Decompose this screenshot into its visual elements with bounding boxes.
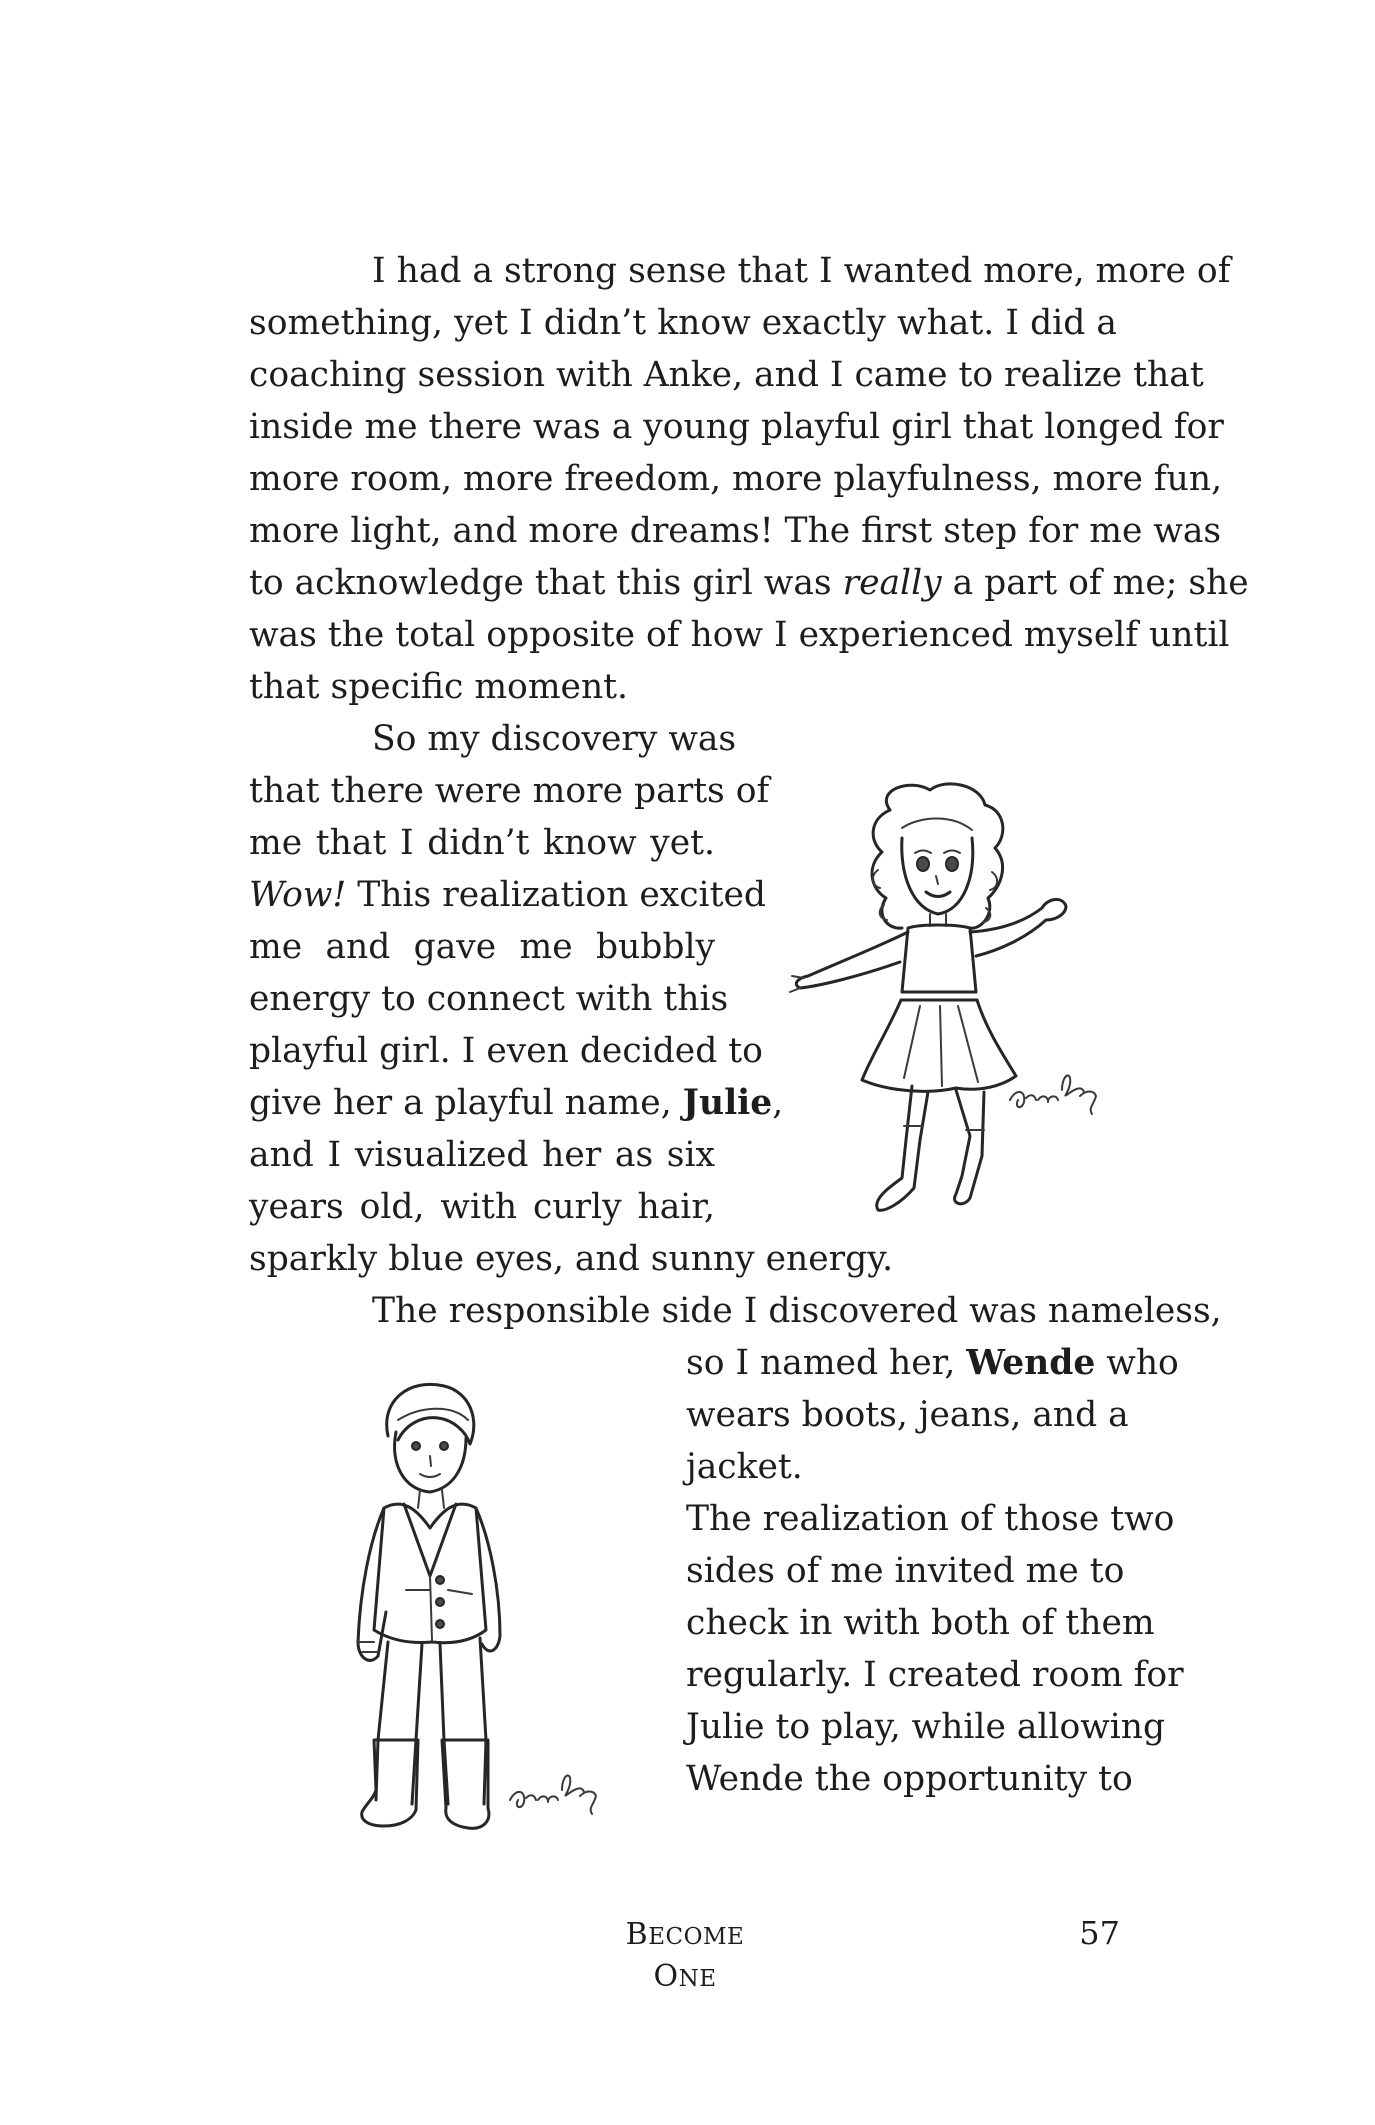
footer-title-rest: NE — [678, 1966, 717, 1992]
text-line: jacket. — [686, 1447, 803, 1487]
woman-drawing-icon — [340, 1380, 640, 1860]
text-line: that there were more parts of — [249, 771, 770, 811]
footer-title-rest: ECOME — [648, 1924, 745, 1950]
text-line: regularly. I created room for — [686, 1655, 1184, 1695]
text-run: give her a playful name, — [249, 1083, 683, 1123]
text-run: This realization excited — [346, 875, 766, 915]
text-line — [249, 869, 766, 921]
text-line — [249, 557, 1249, 609]
footer-title-cap: O — [653, 1959, 679, 1994]
text-line — [249, 1077, 784, 1129]
text-line: The realization of those two — [686, 1499, 1175, 1539]
text-run: , — [772, 1083, 784, 1123]
text-line: inside me there was a young playful girl that longed for — [249, 407, 1224, 447]
text-line: that specific moment. — [249, 667, 629, 707]
text-line — [686, 1337, 1179, 1389]
text-line: more light, and more dreams! The first step for me was — [249, 511, 1222, 551]
text-line: more room, more freedom, more playfulness, more fun, — [249, 459, 1223, 499]
text-run: a part of me; she — [941, 563, 1249, 603]
text-line: The responsible side I discovered was nameless, — [372, 1291, 1222, 1331]
running-footer-title — [590, 1915, 780, 1999]
text-line: was the total opposite of how I experienced myself until — [249, 615, 1230, 655]
name-wende: Wende — [966, 1343, 1096, 1383]
emphasis-wow: Wow! — [249, 875, 347, 915]
footer-title-cap: B — [625, 1917, 649, 1952]
text-line: Wende the opportunity to — [686, 1759, 1133, 1799]
text-line: me that I didn’t know yet. — [249, 823, 715, 863]
text-line: Julie to play, while allowing — [686, 1707, 1166, 1747]
text-line: energy to connect with this — [249, 979, 729, 1019]
text-line: sides of me invited me to — [686, 1551, 1125, 1591]
text-line: So my discovery was — [372, 719, 737, 759]
text-line: I had a strong sense that I wanted more, more of — [372, 251, 1231, 291]
text-run: to acknowledge that this girl was — [249, 563, 843, 603]
text-line: sparkly blue eyes, and sunny energy. — [249, 1239, 894, 1279]
page-number: 57 — [1079, 1914, 1120, 1952]
text-line: years old, with curly hair, — [249, 1187, 715, 1227]
text-line: playful girl. I even decided to — [249, 1031, 763, 1071]
emphasis-really: really — [842, 563, 942, 603]
name-julie: Julie — [682, 1083, 773, 1123]
text-line: me and gave me bubbly — [249, 927, 715, 967]
text-run: who — [1095, 1343, 1179, 1383]
text-line: and I visualized her as six — [249, 1135, 715, 1175]
text-line: coaching session with Anke, and I came to realize that — [249, 355, 1204, 395]
text-run: so I named her, — [686, 1343, 967, 1383]
text-line: something, yet I didn’t know exactly what. I did a — [249, 303, 1117, 343]
girl-drawing-icon — [780, 780, 1120, 1230]
text-line: wears boots, jeans, and a — [686, 1395, 1129, 1435]
text-line: check in with both of them — [686, 1603, 1155, 1643]
